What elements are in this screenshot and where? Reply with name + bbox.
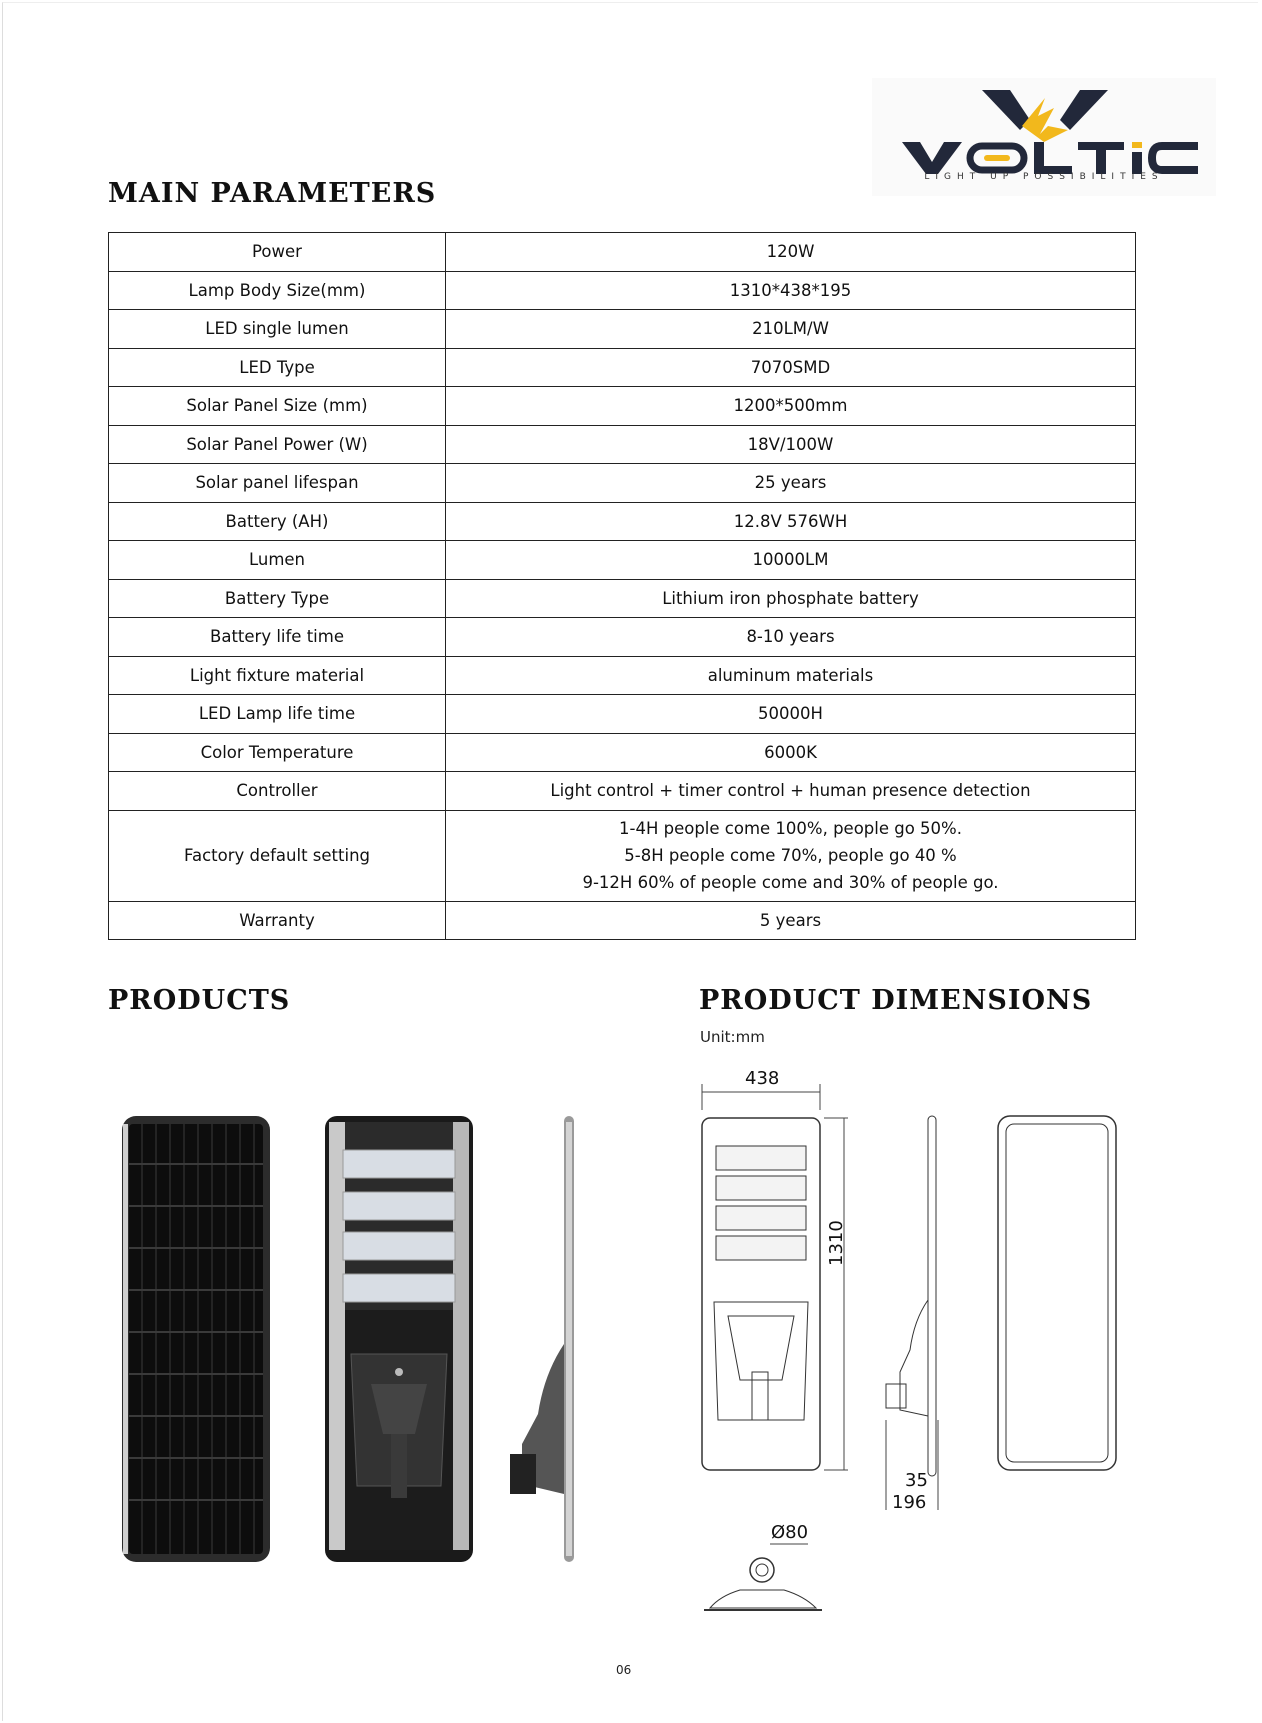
param-name: Factory default setting xyxy=(109,810,446,901)
main-parameters-title: MAIN PARAMETERS xyxy=(108,178,437,209)
voltic-logo-mark xyxy=(872,78,1216,178)
param-value: 120W xyxy=(446,233,1136,272)
param-name: Solar Panel Size (mm) xyxy=(109,387,446,426)
setting-line: 1-4H people come 100%, people go 50%. xyxy=(619,819,962,838)
param-name: Light fixture material xyxy=(109,656,446,695)
dimension-thickness: 35 xyxy=(905,1470,928,1491)
table-row xyxy=(109,772,1136,811)
param-value: 50000H xyxy=(446,695,1136,734)
param-value: aluminum materials xyxy=(446,656,1136,695)
parameters-table xyxy=(108,232,1136,940)
param-name: Color Temperature xyxy=(109,733,446,772)
param-name: Power xyxy=(109,233,446,272)
param-name: LED Lamp life time xyxy=(109,695,446,734)
param-value: 10000LM xyxy=(446,541,1136,580)
param-name: Solar panel lifespan xyxy=(109,464,446,503)
table-row xyxy=(109,733,1136,772)
side-dimension-drawing xyxy=(880,1110,950,1510)
table-row xyxy=(109,695,1136,734)
unit-label: Unit:mm xyxy=(700,1028,765,1046)
table-row xyxy=(109,541,1136,580)
param-value: 6000K xyxy=(446,733,1136,772)
param-value: 210LM/W xyxy=(446,310,1136,349)
table-row xyxy=(109,656,1136,695)
param-value xyxy=(446,810,1136,901)
param-value: 18V/100W xyxy=(446,425,1136,464)
front-dimension-drawing xyxy=(698,1080,858,1480)
table-row xyxy=(109,502,1136,541)
solar-panel-image xyxy=(120,1114,272,1564)
dimension-width: 438 xyxy=(745,1068,780,1089)
param-value: Light control + timer control + human presence detection xyxy=(446,772,1136,811)
table-row xyxy=(109,387,1136,426)
brand-logo xyxy=(872,78,1216,196)
dimension-pole-diameter: Ø80 xyxy=(771,1522,809,1543)
table-row xyxy=(109,901,1136,940)
table-row xyxy=(109,425,1136,464)
pole-mount-drawing xyxy=(700,1540,828,1616)
led-front-image xyxy=(323,1114,475,1564)
param-value: 7070SMD xyxy=(446,348,1136,387)
param-name: Warranty xyxy=(109,901,446,940)
table-row xyxy=(109,310,1136,349)
table-row xyxy=(109,271,1136,310)
param-value: 5 years xyxy=(446,901,1136,940)
param-value: 8-10 years xyxy=(446,618,1136,657)
dimension-depth: 196 xyxy=(892,1492,927,1513)
setting-line: 5-8H people come 70%, people go 40 % xyxy=(624,846,957,865)
param-name: Lumen xyxy=(109,541,446,580)
param-name: Battery life time xyxy=(109,618,446,657)
table-row xyxy=(109,579,1136,618)
param-value: Lithium iron phosphate battery xyxy=(446,579,1136,618)
brand-tagline: LIGHT UP POSSIBILITIES xyxy=(924,172,1164,182)
param-name: Battery (AH) xyxy=(109,502,446,541)
table-row xyxy=(109,464,1136,503)
side-view-image xyxy=(508,1114,580,1564)
param-value: 12.8V 576WH xyxy=(446,502,1136,541)
table-row xyxy=(109,348,1136,387)
param-name: LED Type xyxy=(109,348,446,387)
products-title: PRODUCTS xyxy=(108,985,291,1016)
product-dimensions-title: PRODUCT DIMENSIONS xyxy=(699,985,1093,1016)
setting-line: 9-12H 60% of people come and 30% of people go. xyxy=(582,873,999,892)
param-value: 1310*438*195 xyxy=(446,271,1136,310)
back-outline-drawing xyxy=(996,1114,1120,1474)
param-name: Lamp Body Size(mm) xyxy=(109,271,446,310)
table-row xyxy=(109,810,1136,901)
param-name: Controller xyxy=(109,772,446,811)
table-row xyxy=(109,233,1136,272)
dimension-length: 1310 xyxy=(826,1220,847,1266)
table-row xyxy=(109,618,1136,657)
param-name: LED single lumen xyxy=(109,310,446,349)
param-value: 25 years xyxy=(446,464,1136,503)
page-number: 06 xyxy=(616,1663,632,1677)
param-value: 1200*500mm xyxy=(446,387,1136,426)
param-name: Solar Panel Power (W) xyxy=(109,425,446,464)
param-name: Battery Type xyxy=(109,579,446,618)
